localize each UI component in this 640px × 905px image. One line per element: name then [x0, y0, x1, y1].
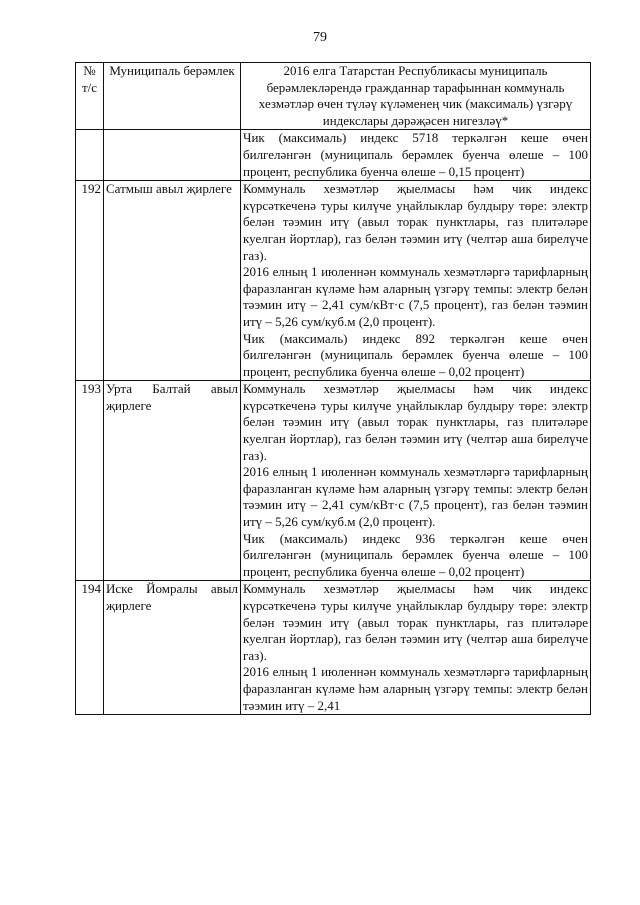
- continuation-text: Чик (максималь) индекс 5718 теркәлгән кеше өчен билгеләнгән (муниципаль берәмлек буенча өлеше – 100 процент, республика буенча өлеше – 0,15 процент): [241, 130, 591, 181]
- row-number: 194: [76, 581, 104, 715]
- table-row: [76, 381, 591, 581]
- municipality-name: Сатмыш авыл җирлеге: [104, 181, 241, 381]
- tariff-table: [75, 62, 591, 715]
- row-number: 193: [76, 381, 104, 581]
- municipality-name: Урта Балтай авыл җирлеге: [104, 381, 241, 581]
- description-paragraph: Коммуналь хезмәтләр җыелмасы һәм чик индекс күрсәткеченә туры килүче уңайлыклар булдыру төре: электр белән тәэмин итү (авыл торак пунктлары, газ плитәләре куелган йортлар), газ белән тәэмин итү (челтәр аша бирелүче газ).: [243, 581, 588, 663]
- description-paragraph: Чик (максималь) индекс 892 теркәлгән кеше өчен билгеләнгән (муниципаль берәмлек буенча өлеше – 100 процент, республика буенча өлеше – 0,02 процент): [243, 330, 588, 379]
- description-paragraph: 2016 елның 1 июленнән коммуналь хезмәтләргә тарифларның фаразланган күләме һәм аларның үзгәрү темпы: электр белән тәэмин итү – 2,41: [243, 664, 588, 713]
- header-description: 2016 елга Татарстан Республикасы муниципаль берәмлекләрендә гражданнар тарафыннан коммуналь хезмәтләр өчен түләү күләменең чик (максималь) үзгәрү индекслары дәрәҗәсен нигезләү*: [241, 63, 591, 130]
- table-row-continuation: [76, 130, 591, 181]
- table-header-row: [76, 63, 591, 130]
- row-description: [241, 381, 591, 581]
- cell-empty: [104, 130, 241, 181]
- row-description: [241, 181, 591, 381]
- description-paragraph: Коммуналь хезмәтләр җыелмасы һәм чик индекс күрсәткеченә туры килүче уңайлыклар булдыру төре: электр белән тәэмин итү (авыл торак пунктлары, газ плитәләре куелган йортлар), газ белән тәэмин итү (челтәр аша бирелүче газ).: [243, 381, 588, 463]
- header-number: № т/с: [76, 63, 104, 130]
- description-paragraph: 2016 елның 1 июленнән коммуналь хезмәтләргә тарифларның фаразланган күләме һәм аларның үзгәрү темпы: электр белән тәэмин итү – 2,41 сум/кВт·с (7,5 процент), газ белән тәэмин итү – 5,26 сум/куб.м (2,0 процент).: [243, 464, 588, 530]
- cell-empty: [76, 130, 104, 181]
- row-description: [241, 581, 591, 715]
- description-paragraph: 2016 елның 1 июленнән коммуналь хезмәтләргә тарифларның фаразланган күләме һәм аларның үзгәрү темпы: электр белән тәэмин итү – 2,41 сум/кВт·с (7,5 процент), газ белән тәэмин итү – 5,26 сум/куб.м (2,0 процент).: [243, 264, 588, 329]
- header-municipality: Муниципаль берәмлек: [104, 63, 241, 130]
- description-paragraph: Чик (максималь) индекс 936 теркәлгән кеше өчен билгеләнгән (муниципаль берәмлек буенча өлеше – 100 процент, республика буенча өлеше – 0,02 процент): [243, 530, 588, 579]
- page-number: 79: [313, 30, 327, 45]
- table-row: [76, 581, 591, 715]
- description-paragraph: Коммуналь хезмәтләр җыелмасы һәм чик индекс күрсәткеченә туры килүче уңайлыклар булдыру төре: электр белән тәэмин итү (авыл торак пунктлары, газ плитәләре куелган йортлар), газ белән тәэмин итү (челтәр аша бирелүче газ).: [243, 181, 588, 263]
- row-number: 192: [76, 181, 104, 381]
- municipality-name: Иске Йомралы авыл җирлеге: [104, 581, 241, 715]
- table-row: [76, 181, 591, 381]
